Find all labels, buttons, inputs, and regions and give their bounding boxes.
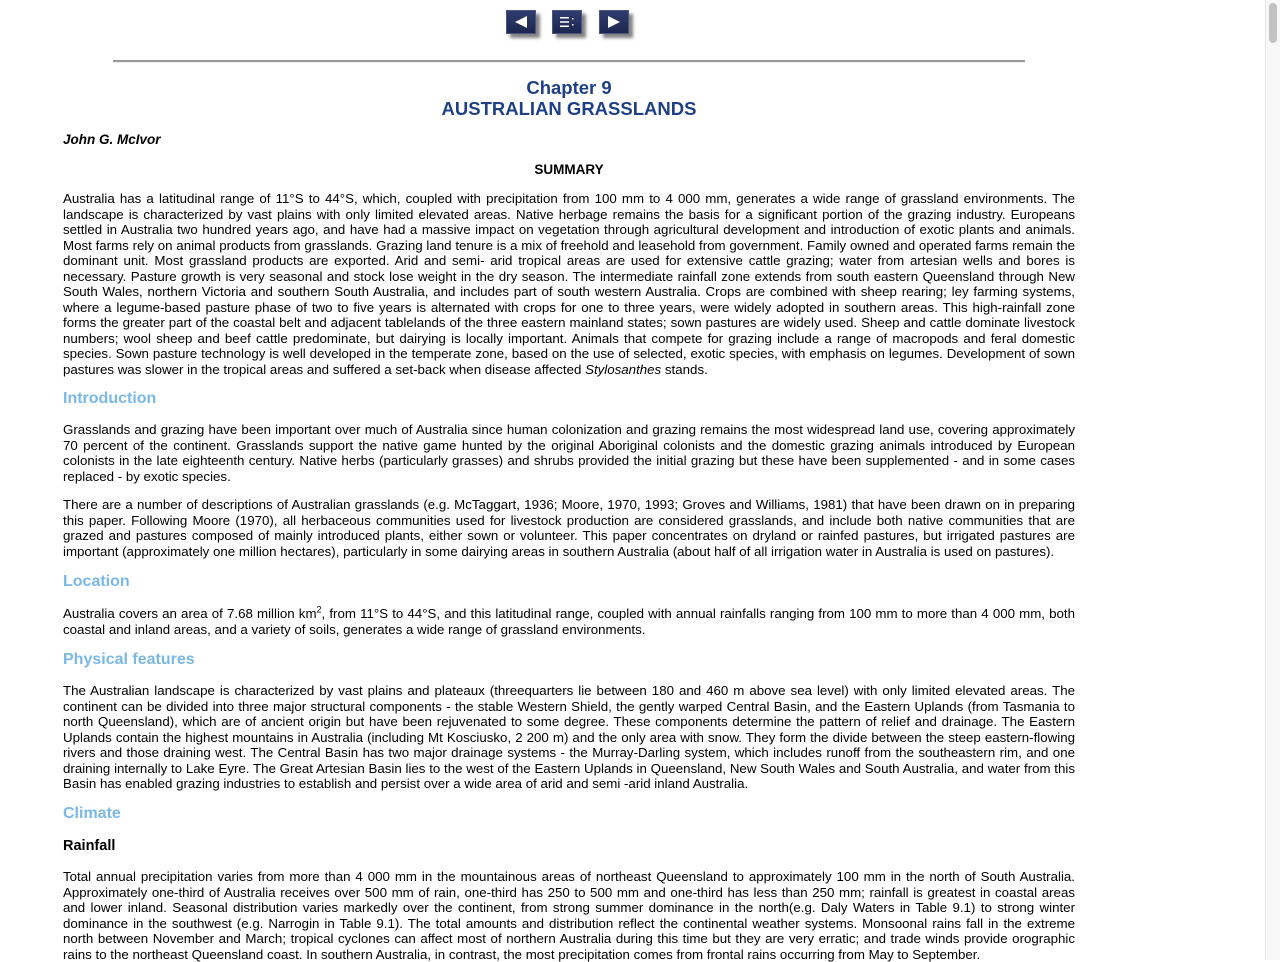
table-of-contents-icon <box>558 15 576 29</box>
chapter-heading <box>0 77 1138 119</box>
summary-heading: SUMMARY <box>534 162 604 177</box>
table-of-contents-button[interactable] <box>552 10 582 34</box>
rainfall-paragraph: Total annual precipitation varies from more than 4 000 mm in the mountainous areas of northeast Queensland to approximately 100 mm in the north of South Australia. Approximately one-third of Australia receives over 500 mm of rain, one-third has 250 to 500 mm and one-third has less than 250 mm; rainfall is greatest in coastal areas and lower inland. Seasonal distribution varies markedly over the continent, from strong summer dominance in the north(e.g. Daly Waters in Table 9.1) to strong winter dominance in the southwest (e.g. Narrogin in Table 9.1). The total amounts and distribution reflect the continental weather systems. Monsoonal rains fall in the extreme north between November and March; tropical cyclones can affect most of northern Australia during this time but they are very erratic; and trade winds provide orographic rains to the northeast Queensland coast. In southern Australia, in contrast, the most precipitation comes from frontal rains occurring from May to September. <box>63 869 1075 962</box>
section-heading-physical-features: Physical features <box>63 651 195 668</box>
species-name: Stylosanthes <box>585 361 662 377</box>
chapter-title: AUSTRALIAN GRASSLANDS <box>441 98 697 119</box>
superscript: 2 <box>316 604 322 615</box>
summary-text-end: stands. <box>661 361 708 377</box>
section-heading-climate: Climate <box>63 805 121 822</box>
section-heading-location: Location <box>63 573 130 590</box>
navigation-bar <box>0 10 1138 40</box>
summary-paragraph <box>63 191 1075 377</box>
scrollbar-thumb[interactable] <box>1269 3 1277 43</box>
vertical-scrollbar[interactable] <box>1265 0 1280 960</box>
location-text: Australia covers an area of 7.68 million km <box>63 606 317 621</box>
location-text-end: , from 11°S to 44°S, and this latitudinal range, coupled with annual rainfalls ranging from 100 mm to more than 4 000 mm, both coastal and inland areas, and a variety of soils, generates a wide range of grassland environments. <box>63 606 1075 637</box>
summary-text: Australia has a latitudinal range of 11°S to 44°S, which, coupled with precipitation from 100 mm to 4 000 mm, generates a wide range of grassland environments. The landscape is characterized by vast plains with only limited elevated areas. Native herbage remains the basis for a significant portion of the grazing industry. Europeans settled in Australia two hundred years ago, and have had a massive impact on vegetation through agricultural development and introduction of exotic plants and animals. Most farms rely on animal products from grasslands. Grazing land tenure is a mix of freehold and leasehold from government. Family owned and operated farms remain the dominant unit. Most grassland products are exported. Arid and semi- arid tropical areas are used for extensive cattle grazing; water from artesian wells and bores is necessary. Pasture growth is very seasonal and stock lose weight in the dry season. The intermediate rainfall zone extends from south eastern Queensland through New South Wales, northern Victoria and southern South Australia, and includes part of south western Australia. Crops are combined with sheep rearing; ley farming systems, where a legume-based pasture phase of two to five years is alternated with crops for one to three years, were widely adopted in southern areas. This high-rainfall zone forms the greater part of the coastal belt and adjacent tablelands of the three eastern mainland states; sown pastures are widely used. Sheep and cattle dominate livestock numbers; wool sheep and beef cattle predominate, but dairying is locally important. Animals that compete for grazing include a range of macropods and feral domestic species. Sown pasture technology is well developed in the temperate zone, based on the use of selected, exotic species, with emphasis on legumes. Development of sown pastures was slower in the tropical areas and suffered a set-back when disease affected <box>63 191 1075 377</box>
introduction-paragraph-2: There are a number of descriptions of Australian grasslands (e.g. McTaggart, 1936; Moore, 1970, 1993; Groves and Williams, 1981) that have been drawn on in preparing this paper. Following Moore (1970), all herbaceous communities used for livestock production are considered grasslands, and include both native communities that are grazed and pastures composed of mainly introduced plants, either sown or volunteer. This paper concentrates on dryland or rainfed pastures, but irrigated pastures are important (approximately one million hectares), particularly in some dairying areas in southern Australia (about half of all irrigation water in Australia is used on pastures). <box>63 497 1075 559</box>
arrow-right-icon <box>606 15 622 29</box>
physical-features-paragraph: The Australian landscape is characterized by vast plains and plateaux (threequarters lie between 180 and 460 m above sea level) with only limited elevated areas. The continent can be divided into three major structural components - the stable Western Shield, the gently warped Central Basin, and the Eastern Uplands (from Tasmania to north Queensland), which are of ancient origin but have been rejuvenated to some degree. These components determine the pattern of relief and drainage. The Eastern Uplands contain the highest mountains in Australia (including Mt Kosciusko, 2 200 m) and the only area with snow. They form the divide between the steep eastern-flowing rivers and those draining west. The Central Basin has two major drainage systems - the Murray-Darling system, which includes runoff from the southeastern rim, and one draining internally to Lake Eyre. The Great Artesian Basin lies to the west of the Eastern Uplands in Queensland, New South Wales and South Australia, and water from this Basin has enabled grazing industries to establish and persist over a wide area of arid and semi -arid inland Australia. <box>63 683 1075 791</box>
next-page-button[interactable] <box>599 10 629 34</box>
subsection-heading-rainfall: Rainfall <box>63 838 116 854</box>
horizontal-divider <box>113 60 1025 63</box>
previous-page-button[interactable] <box>506 10 536 34</box>
location-paragraph <box>63 606 1075 637</box>
arrow-left-icon <box>513 15 529 29</box>
section-heading-introduction: Introduction <box>63 390 157 407</box>
chapter-number: Chapter 9 <box>526 77 612 98</box>
author-name: John G. McIvor <box>63 132 161 147</box>
introduction-paragraph-1: Grasslands and grazing have been important over much of Australia since human colonization and grazing remains the most widespread land use, covering approximately 70 percent of the continent. Grasslands support the native game hunted by the original Aboriginal colonists and the domestic grazing animals introduced by European colonists in the late eighteenth century. Native herbs (particularly grasses) and shrubs provided the initial grazing but these have been supplemented - and in some cases replaced - by exotic species. <box>63 422 1075 484</box>
